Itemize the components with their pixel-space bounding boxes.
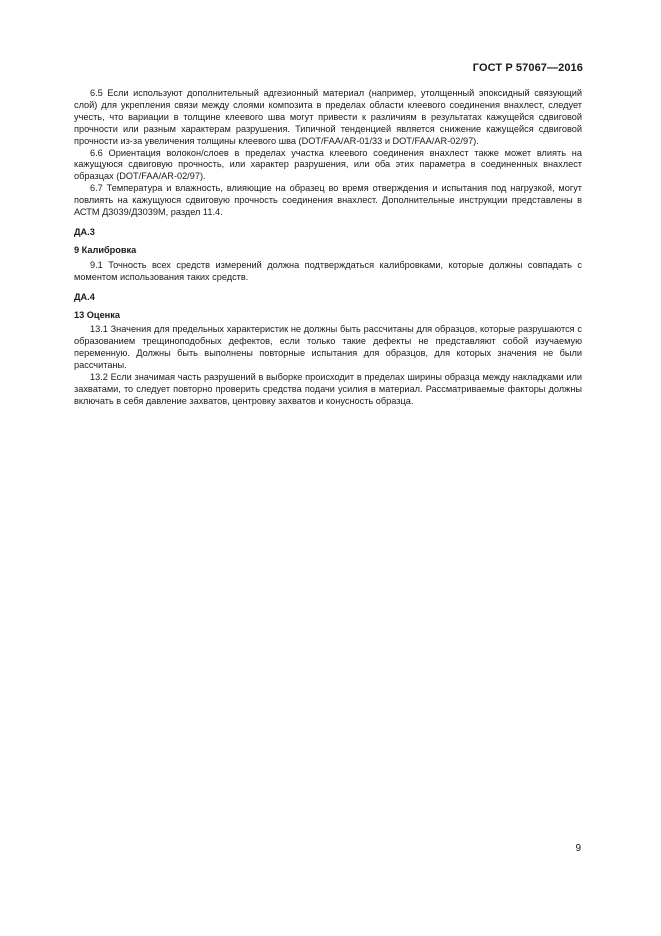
section-heading-calibration: 9 Калибровка <box>74 244 137 255</box>
section-label-da3: ДА.3 <box>74 226 95 237</box>
paragraph-9-1: 9.1 Точность всех средств измерений должна подтверждаться калибровками, которые должны совпадать с моментом использования таких средств. <box>74 259 582 282</box>
section-label-da4: ДА.4 <box>74 291 95 302</box>
paragraph-6-7: 6.7 Температура и влажность, влияющие на образец во время отверждения и испытания под нагрузкой, могут повлиять на кажущуюся сдвиговую прочность соединения внахлест. Дополнительные инструкции представлены в АСТМ Д3039/Д3039М, раздел 11.4. <box>74 183 582 218</box>
document-code: ГОСТ Р 57067—2016 <box>472 62 583 74</box>
page-content <box>74 88 582 408</box>
paragraph-13-2: 13.2 Если значимая часть разрушений в выборке происходит в пределах ширины образца между накладками или захватами, то следует повторно проверить средства подачи усилия в материал. Рассматриваемые факторы должны включать в себя давление захватов, центровку захватов и конусность образца. <box>74 372 582 406</box>
paragraph-13-1: 13.1 Значения для предельных характеристик не должны быть рассчитаны для образцов, которые разрушаются с образованием трещиноподобных дефектов, если только такие дефекты не представляют собой изучаемую переменную. Должны быть выполнены повторные испытания для образцов, для которых значения не были рассчитаны. <box>74 324 582 371</box>
section-heading-evaluation: 13 Оценка <box>74 309 120 320</box>
page-number: 9 <box>575 843 581 854</box>
paragraph-6-5: 6.5 Если используют дополнительный адгезионный материал (например, утолщенный эпоксидный связующий слой) для укрепления связи между слоями композита в пределах области клеевого соединения внахлест, следует учесть, что вариации в толщине клеевого шва могут привести к различиям в результатах кажущейся сдвиговой прочности или разным характерам разрушения. Типичной тенденцией является снижение кажущейся сдвиговой прочности из-за увеличения толщины клеевого шва (DOT/FAA/AR-01/33 и DOT/FAA/AR-02/97). <box>74 88 582 146</box>
paragraph-6-6: 6.6 Ориентация волокон/слоев в пределах участка клеевого соединения внахлест также может влиять на кажущуюся сдвиговую прочность, или характер разрушения, или оба этих параметра в соединенных внахлест образцах (DOT/FAA/AR-02/97). <box>74 147 582 182</box>
